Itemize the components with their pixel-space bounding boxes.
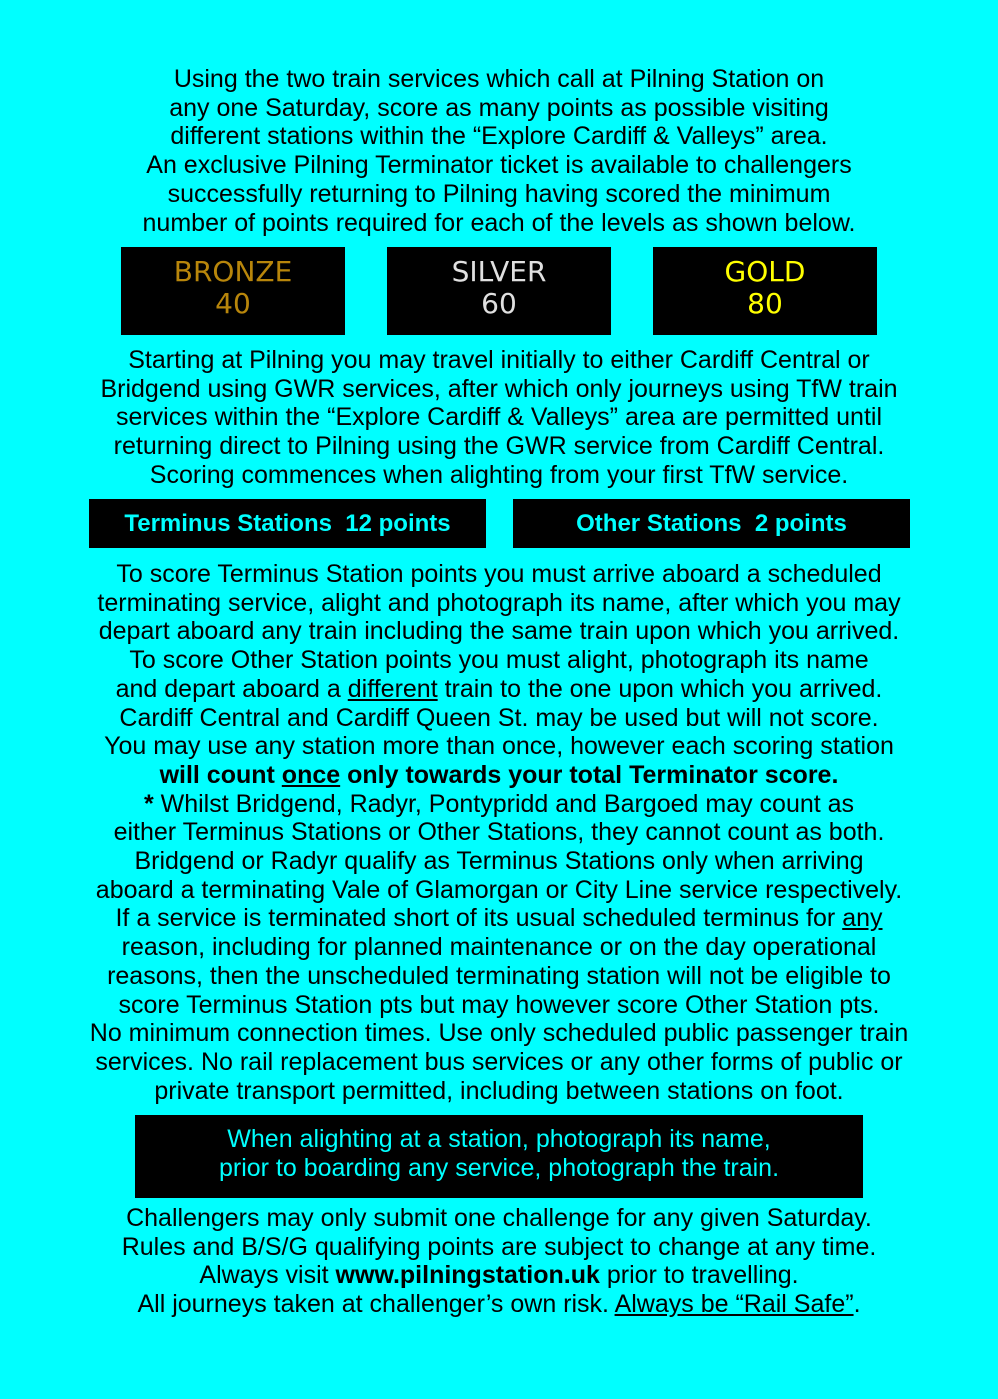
rules-line: aboard a terminating Vale of Glamorgan or City Line service respectively.: [95, 875, 903, 904]
intro-line: successfully returning to Pilning having scored the minimum: [167, 179, 831, 208]
travel-line: Starting at Pilning you may travel initially to either Cardiff Central or: [128, 346, 870, 374]
level-gold-box: [653, 247, 877, 335]
intro-paragraph: [0, 65, 998, 237]
rules-line: Cardiff Central and Cardiff Queen St. may be used but will not score.: [119, 703, 879, 732]
photo-note-box: [135, 1115, 863, 1198]
rules-line: either Terminus Stations or Other Stations, they cannot count as both.: [113, 818, 885, 847]
footer-line: Challengers may only submit one challenge for any given Saturday.: [126, 1204, 872, 1232]
rules-line: score Terminus Station pts but may however score Other Station pts.: [118, 990, 880, 1019]
website-link[interactable]: www.pilningstation.uk: [335, 1261, 600, 1290]
rules-line: services. No rail replacement bus services or any other forms of public or: [95, 1047, 903, 1076]
footer-paragraph: [0, 1204, 998, 1319]
intro-line: different stations within the “Explore Cardiff & Valleys” area.: [170, 122, 828, 151]
rules-line: terminating service, alight and photograph its name, after which you may: [97, 588, 901, 617]
travel-line: returning direct to Pilning using the GWR service from Cardiff Central.: [113, 432, 885, 461]
rules-line: will count once only towards your total Terminator score.: [159, 760, 839, 789]
intro-line: An exclusive Pilning Terminator ticket is available to challengers: [146, 151, 852, 180]
level-name: GOLD: [724, 255, 806, 288]
terminus-points-box: Terminus Stations 12 points: [89, 499, 486, 548]
other-points-box: Other Stations 2 points: [513, 499, 910, 548]
rules-line: If a service is terminated short of its usual scheduled terminus for any: [115, 904, 883, 933]
level-points: 40: [215, 287, 251, 320]
rules-line: To score Terminus Station points you must arrive aboard a scheduled: [116, 560, 882, 588]
rules-line: No minimum connection times. Use only scheduled public passenger train: [89, 1019, 909, 1048]
footer-line: Always visit www.pilningstation.uk prior to travelling.: [199, 1261, 799, 1290]
footer-line: Rules and B/S/G qualifying points are subject to change at any time.: [121, 1232, 877, 1261]
rail-safe-link[interactable]: Always be “Rail Safe”: [614, 1290, 854, 1319]
different-emphasis: different: [347, 674, 438, 703]
rules-line: and depart aboard a different train to the one upon which you arrived.: [115, 674, 883, 703]
footer-line: All journeys taken at challenger’s own risk. Always be “Rail Safe”.: [137, 1290, 861, 1319]
level-bronze-box: [121, 247, 345, 335]
rules-line: reasons, then the unscheduled terminating station will not be eligible to: [107, 961, 891, 990]
travel-line: services within the “Explore Cardiff & Valleys” area are permitted until: [115, 403, 883, 432]
travel-line: Scoring commences when alighting from your first TfW service.: [149, 460, 849, 489]
travel-paragraph: [0, 346, 998, 490]
level-points: 80: [747, 287, 783, 320]
photo-note-line: When alighting at a station, photograph its name,: [227, 1125, 771, 1153]
asterisk: *: [143, 789, 154, 818]
rules-paragraph: [0, 560, 998, 1105]
intro-line: any one Saturday, score as many points as possible visiting: [169, 93, 829, 122]
intro-line: number of points required for each of the levels as shown below.: [142, 208, 856, 237]
intro-line: Using the two train services which call at Pilning Station on: [173, 65, 825, 93]
travel-line: Bridgend using GWR services, after which only journeys using TfW train: [100, 374, 898, 403]
photo-note-line: prior to boarding any service, photograph the train.: [218, 1153, 780, 1182]
level-name: BRONZE: [173, 255, 293, 288]
level-silver-box: [387, 247, 611, 335]
rules-line: private transport permitted, including between stations on foot.: [154, 1076, 844, 1105]
rules-line: reason, including for planned maintenance or on the day operational: [121, 933, 877, 962]
once-emphasis: once: [281, 760, 341, 789]
rules-line: depart aboard any train including the same train upon which you arrived.: [98, 617, 900, 646]
rules-line: You may use any station more than once, however each scoring station: [104, 732, 894, 761]
level-name: SILVER: [451, 255, 547, 288]
any-emphasis: any: [842, 904, 883, 933]
rules-line: * Whilst Bridgend, Radyr, Pontypridd and Bargoed may count as: [143, 789, 855, 818]
rules-line: To score Other Station points you must alight, photograph its name: [129, 646, 869, 675]
level-points: 60: [481, 287, 517, 320]
rules-line: Bridgend or Radyr qualify as Terminus Stations only when arriving: [134, 847, 864, 876]
